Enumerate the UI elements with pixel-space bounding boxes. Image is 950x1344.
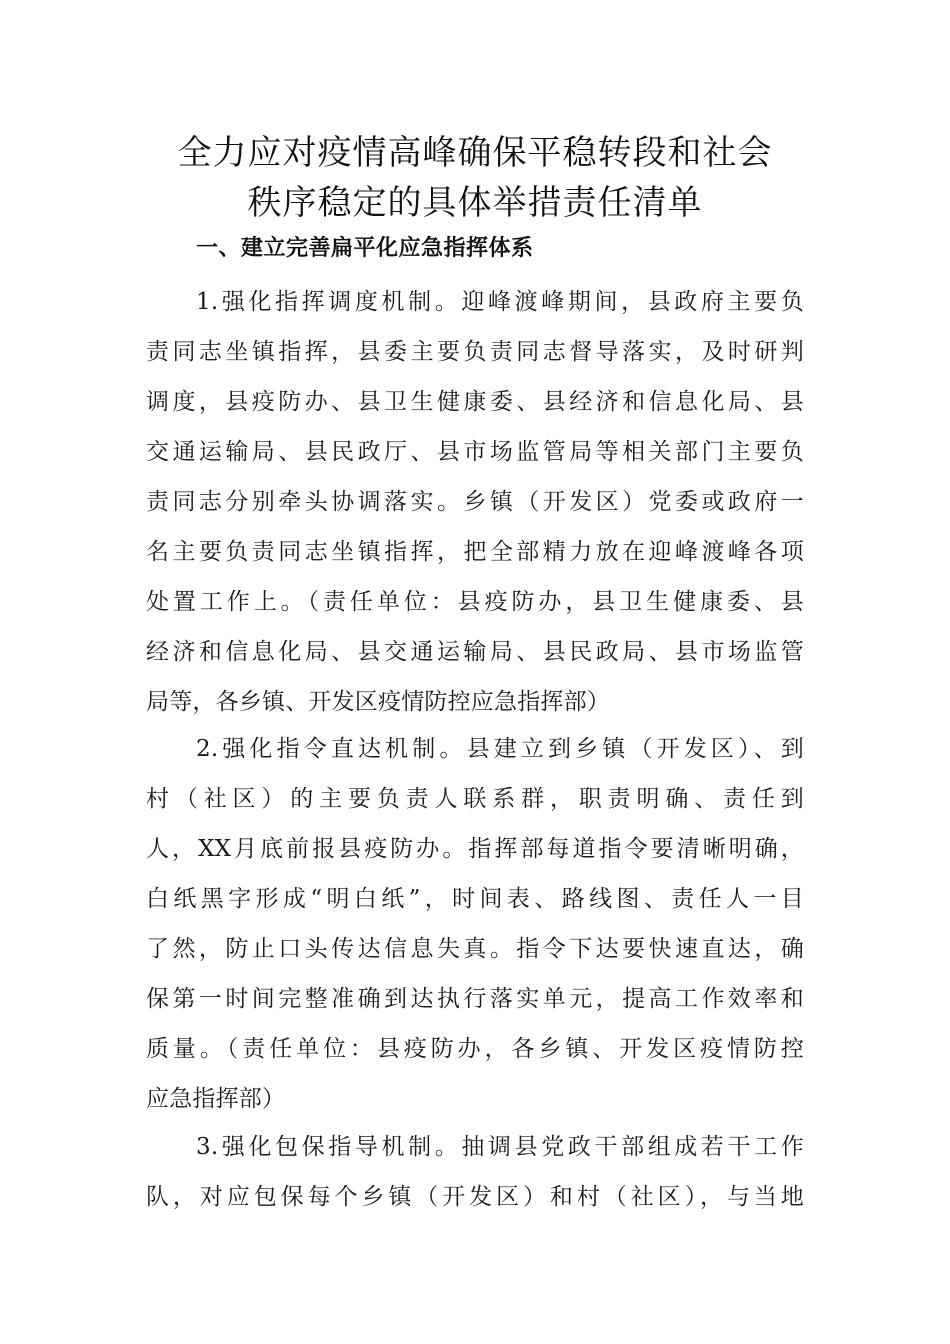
paragraph-line: 局等，各乡镇、开发区疫情防控应急指挥部）	[146, 689, 610, 715]
paragraph-line: 责同志分别牵头协调落实。乡镇（开发区）党委或政府一	[146, 489, 804, 515]
paragraph-line: 调度，县疫防办、县卫生健康委、县经济和信息化局、县	[146, 389, 804, 415]
document-title-line-2: 秩序稳定的具体举措责任清单	[247, 183, 703, 223]
paragraph-line: 2.强化指令直达机制。县建立到乡镇（开发区）、到	[196, 736, 804, 762]
paragraph-line: 交通运输局、县民政厅、县市场监管局等相关部门主要负	[146, 439, 804, 465]
paragraph-1	[146, 277, 804, 727]
paragraph-line: 经济和信息化局、县交通运输局、县民政局、县市场监管	[146, 639, 804, 665]
paragraph-2	[146, 724, 804, 1124]
paragraph-line: 保第一时间完整准确到达执行落实单元，提高工作效率和	[146, 986, 804, 1012]
paragraph-line: 白纸黑字形成“明白纸”，时间表、路线图、责任人一目	[146, 886, 804, 912]
paragraph-line: 名主要负责同志坐镇指挥，把全部精力放在迎峰渡峰各项	[146, 539, 804, 565]
paragraph-line: 队，对应包保每个乡镇（开发区）和村（社区），与当地	[146, 1184, 804, 1210]
section-heading: 一、建立完善扁平化应急指挥体系	[196, 236, 534, 261]
paragraph-line: 村（社区）的主要负责人联系群，职责明确、责任到	[146, 786, 804, 812]
paragraph-line: 3.强化包保指导机制。抽调县党政干部组成若干工作	[196, 1134, 804, 1160]
paragraph-line: 处置工作上。（责任单位：县疫防办，县卫生健康委、县	[146, 589, 804, 615]
paragraph-line: 质量。（责任单位：县疫防办，各乡镇、开发区疫情防控	[146, 1036, 804, 1062]
paragraph-line: 应急指挥部）	[146, 1086, 286, 1112]
document-title-line-1: 全力应对疫情高峰确保平稳转段和社会	[177, 133, 773, 173]
paragraph-line: 人，XX月底前报县疫防办。指挥部每道指令要清晰明确，	[146, 836, 804, 862]
paragraph-line: 了然，防止口头传达信息失真。指令下达要快速直达，确	[146, 936, 804, 962]
paragraph-3	[146, 1122, 804, 1222]
paragraph-line: 1.强化指挥调度机制。迎峰渡峰期间，县政府主要负	[196, 289, 804, 315]
paragraph-line: 责同志坐镇指挥，县委主要负责同志督导落实，及时研判	[146, 339, 804, 365]
